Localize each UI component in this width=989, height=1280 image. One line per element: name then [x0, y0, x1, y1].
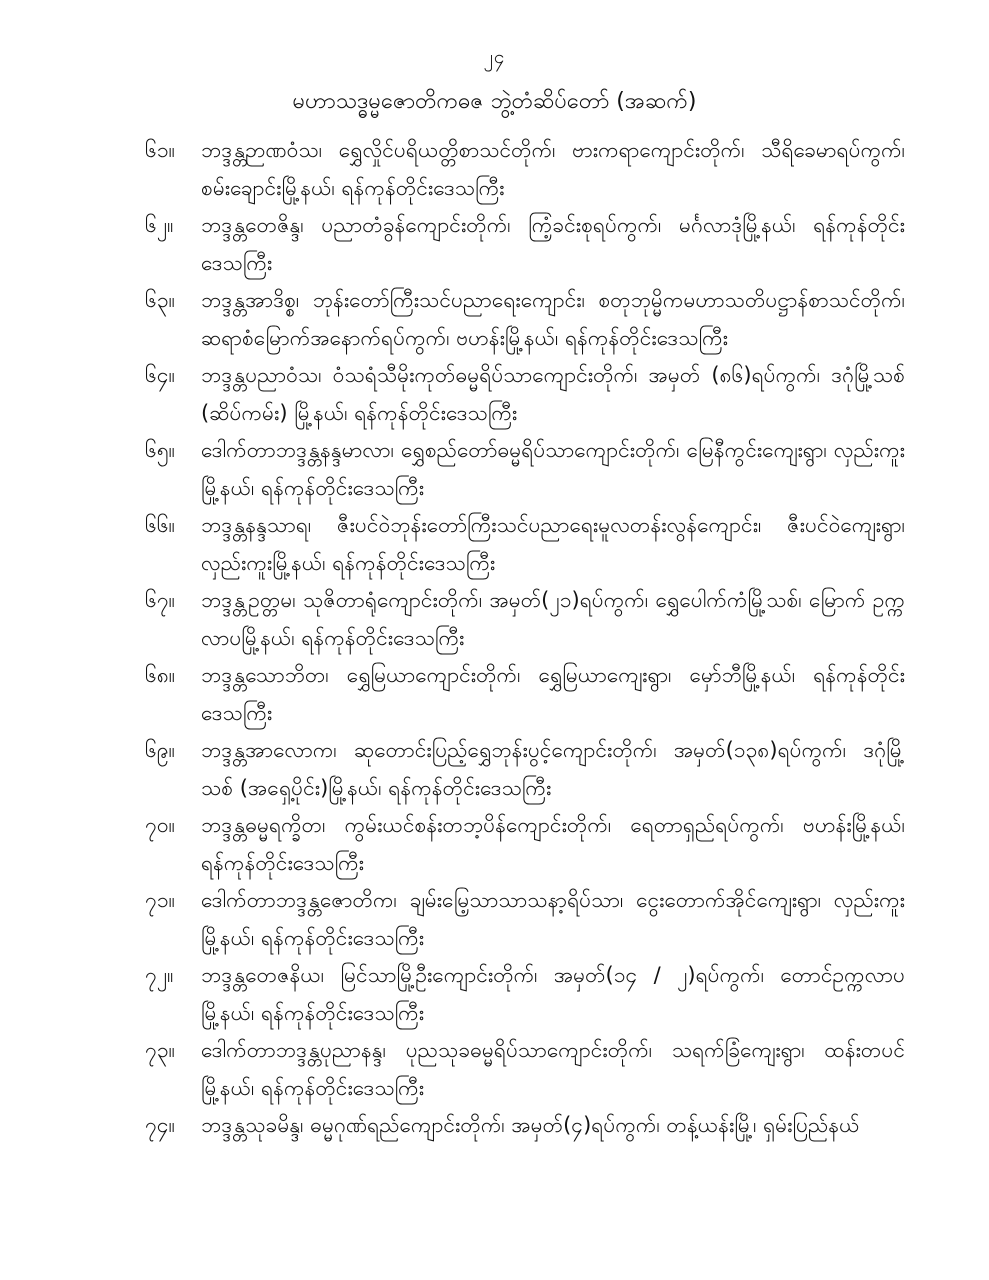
item-number: ၆၄။ [145, 363, 175, 387]
item-number: ၇၂။ [145, 963, 174, 987]
list-item [0, 1107, 989, 1145]
list-item [0, 807, 989, 882]
item-number: ၇၄။ [145, 1113, 175, 1137]
list-item [0, 132, 989, 207]
item-text: ဘဒ္ဒန္တတေဇနိယ၊ မြင်သာမြို့ဦးကျောင်းတိုက်၊ အမှတ်(၁၄ / ၂)ရပ်ကွက်၊ တောင်ဥက္ကလာပ မြို့နယ်၊ ရန်ကုန်တိုင်းဒေသကြီး [201, 963, 905, 1025]
item-text: ဘဒ္ဒန္တသုခမိန္ဒ၊ ဓမ္မဂုဏ်ရည်ကျောင်းတိုက်၊ အမှတ်(၄)ရပ်ကွက်၊ တန့်ယန်းမြို့၊ ရှမ်းပြည်နယ် [201, 1113, 860, 1137]
item-text: ဒေါက်တာဘဒ္ဒန္တဇောတိက၊ ချမ်းမြေ့သာသာသနာ့ရိပ်သာ၊ ငွေးတောက်အိုင်ကျေးရွာ၊ လှည်းကူး မြို့နယ်၊ ရန်ကုန်တိုင်းဒေသကြီး [201, 888, 905, 950]
list-item [0, 357, 989, 432]
list-item [0, 732, 989, 807]
item-number: ၆၂။ [145, 213, 174, 237]
item-text: ဒေါက်တာဘဒ္ဒန္တပုညာနန္ဒ၊ ပုညသုခဓမ္မရိပ်သာကျောင်းတိုက်၊ သရက်ခြံကျေးရွာ၊ ထန်းတပင် မြို့နယ်၊ ရန်ကုန်တိုင်းဒေသကြီး [201, 1038, 905, 1100]
item-number: ၆၉။ [145, 738, 175, 762]
item-number: ၆၆။ [145, 513, 175, 537]
item-number: ၇၃။ [145, 1038, 175, 1062]
page-title: မဟာသဒ္ဓမ္မဇောတိကဓဇ ဘွဲ့တံဆိပ်တော် (အဆက်) [292, 89, 697, 114]
item-text: ဒေါက်တာဘဒ္ဒန္တနန္ဒမာလာ၊ ရွှေစည်တော်ဓမ္မရိပ်သာကျောင်းတိုက်၊ မြေနီကွင်းကျေးရွာ၊ လှည်းကူးမြို့နယ်၊ ရန်ကုန်တိုင်းဒေသကြီး [201, 438, 905, 500]
item-number: ၆၇။ [145, 588, 175, 612]
item-text: ဘဒ္ဒန္တသောဘိတ၊ ရွှေမြယာကျောင်းတိုက်၊ ရွှေမြယာကျေးရွာ၊ မှော်ဘီမြို့နယ်၊ ရန်ကုန်တိုင်း ဒေသကြီး [201, 663, 905, 725]
item-text: ဘဒ္ဒန္တအာဒိစ္စ၊ ဘုန်းတော်ကြီးသင်ပညာရေးကျောင်း၊ စတုဘုမ္မိကမဟာသတိပဋ္ဌာန်စာသင်တိုက်၊ ဆရာစံမြောက်အနောက်ရပ်ကွက်၊ ဗဟန်းမြို့နယ်၊ ရန်ကုန်တိုင်းဒေသကြီး [201, 288, 905, 350]
list-item [0, 282, 989, 357]
item-number: ၇၀။ [145, 813, 175, 837]
item-text: ဘဒ္ဒန္တအာလောက၊ ဆုတောင်းပြည့်ရွှေဘုန်းပွင့်ကျောင်းတိုက်၊ အမှတ်(၁၃၈)ရပ်ကွက်၊ ဒဂုံမြို့သစ် (အရှေ့ပိုင်း)မြို့နယ်၊ ရန်ကုန်တိုင်းဒေသကြီး [201, 738, 905, 800]
list-item [0, 507, 989, 582]
item-text: ဘဒ္ဒန္တပညာဝံသ၊ ဝံသရံသီမိုးကုတ်ဓမ္မရိပ်သာကျောင်းတိုက်၊ အမှတ် (၈၆)ရပ်ကွက်၊ ဒဂုံမြို့သစ် (ဆိပ်ကမ်း) မြို့နယ်၊ ရန်ကုန်တိုင်းဒေသကြီး [201, 363, 905, 425]
list-item [0, 582, 989, 657]
page-number: ၂၄ [483, 46, 506, 68]
award-recipient-list [0, 132, 989, 1145]
item-text: ဘဒ္ဒန္တဥတ္တမ၊ သုဇိတာရုံကျောင်းတိုက်၊ အမှတ်(၂၁)ရပ်ကွက်၊ ရွှေပေါက်ကံမြို့သစ်၊ မြောက် ဥက္ကလာပမြို့နယ်၊ ရန်ကုန်တိုင်းဒေသကြီး [201, 588, 905, 650]
item-number: ၆၅။ [145, 438, 175, 462]
list-item [0, 207, 989, 282]
item-text: ဘဒ္ဒန္တနန္ဒသာရ၊ ဇီးပင်ဝဲဘုန်းတော်ကြီးသင်ပညာရေးမူလတန်းလွန်ကျောင်း၊ ဇီးပင်ဝဲကျေးရွာ၊ လှည်းကူးမြို့နယ်၊ ရန်ကုန်တိုင်းဒေသကြီး [201, 513, 905, 575]
item-number: ၆၁။ [145, 138, 175, 162]
list-item [0, 882, 989, 957]
list-item [0, 657, 989, 732]
list-item [0, 432, 989, 507]
item-text: ဘဒ္ဒန္တဉာဏဝံသ၊ ရွှေလှိုင်ပရိယတ္တိစာသင်တိုက်၊ ဗားကရာကျောင်းတိုက်၊ သီရိခေမာရပ်ကွက်၊ စမ်းချောင်းမြို့နယ်၊ ရန်ကုန်တိုင်းဒေသကြီး [201, 138, 905, 200]
list-item [0, 957, 989, 1032]
item-text: ဘဒ္ဒန္တဓမ္မရက္ခိတ၊ ကွမ်းယင်စန်းတဘ့ပိန်ကျောင်းတိုက်၊ ရေတာရှည်ရပ်ကွက်၊ ဗဟန်းမြို့နယ်၊ ရန်ကုန်တိုင်းဒေသကြီး [201, 813, 905, 875]
item-number: ၆၈။ [145, 663, 176, 687]
list-item [0, 1032, 989, 1107]
item-number: ၆၃။ [145, 288, 175, 312]
item-number: ၇၁။ [145, 888, 175, 912]
item-text: ဘဒ္ဒန္တတေဇိန္ဒ၊ ပညာတံခွန်ကျောင်းတိုက်၊ ကြံ့ခင်းစုရပ်ကွက်၊ မင်္ဂလာဒုံမြို့နယ်၊ ရန်ကုန်တိုင်း ဒေသကြီး [201, 213, 905, 275]
